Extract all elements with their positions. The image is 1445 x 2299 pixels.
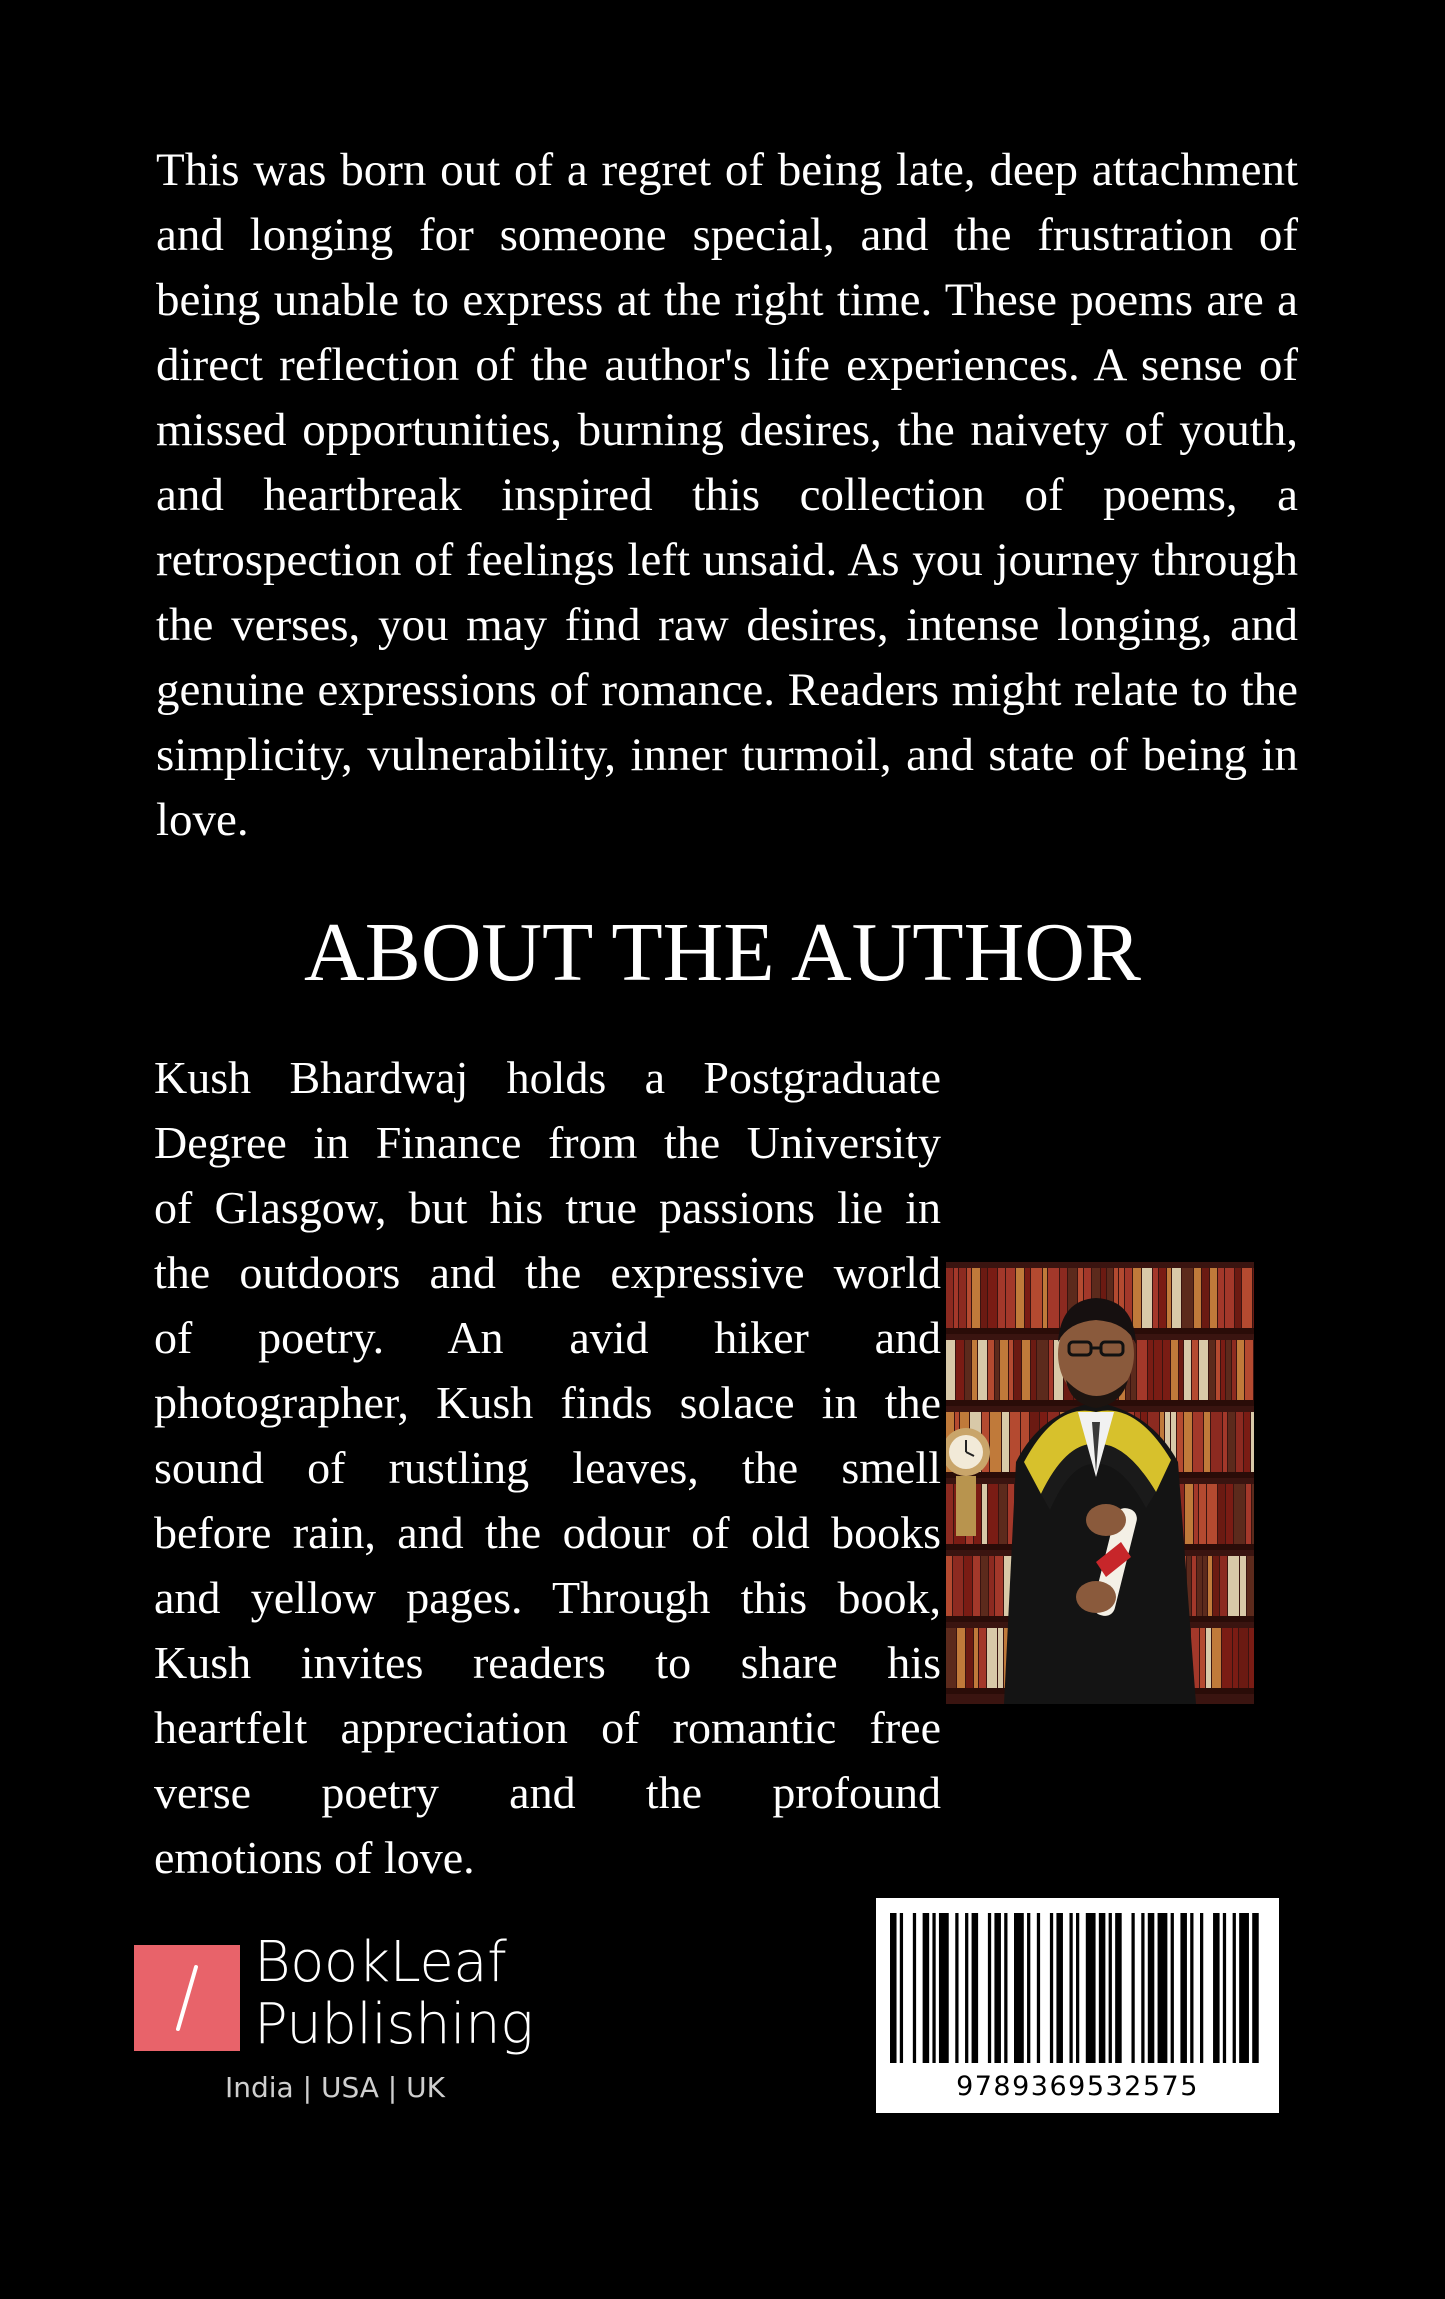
bio-line: and yellow pages. Through this book,: [154, 1572, 941, 1623]
book-blurb: This was born out of a regret of being late, deep attachment and longing for someone special, and the frustration of being unable to express at the right time. These poems are a direct reflection of the author's life experiences. A sense of missed opportunities, burning desires, the naivety of youth, and heartbreak inspired this collection of poems, a retrospection of feelings left unsaid. As you journey through the verses, you may find raw desires, intense longing, and genuine expressions of romance. Readers might relate to the simplicity, vulnerability, inner turmoil, and state of being in love.: [156, 144, 1298, 846]
bio-line: Degree in Finance from the University: [154, 1117, 941, 1168]
publisher-name-line1: BookLeaf: [254, 1930, 507, 1995]
bio-line: verse poetry and the profound: [154, 1767, 941, 1818]
publisher-name-line2: Publishing: [254, 1992, 534, 2057]
barcode-icon: [890, 1913, 1262, 2063]
bio-line: sound of rustling leaves, the smell: [154, 1442, 941, 1493]
slash-icon: [134, 1945, 240, 2051]
bio-line: the outdoors and the expressive world: [154, 1247, 941, 1298]
bio-line: Kush invites readers to share his: [154, 1637, 941, 1688]
author-bio: [154, 1045, 941, 1890]
bio-line: of poetry. An avid hiker and: [154, 1312, 941, 1363]
author-photo: [946, 1262, 1254, 1704]
about-author-heading: ABOUT THE AUTHOR: [304, 906, 1141, 999]
publisher-name: [254, 1932, 533, 2056]
isbn-number: 9789369532575: [956, 2071, 1199, 2102]
bio-line: photographer, Kush finds solace in the: [154, 1377, 941, 1428]
bio-line: emotions of love.: [154, 1832, 475, 1883]
bio-line: heartfelt appreciation of romantic free: [154, 1702, 941, 1753]
bio-line: of Glasgow, but his true passions lie in: [154, 1182, 941, 1233]
bio-line: before rain, and the odour of old books: [154, 1507, 941, 1558]
bio-line: Kush Bhardwaj holds a Postgraduate: [154, 1052, 941, 1103]
publisher-regions: India | USA | UK: [225, 2071, 445, 2104]
